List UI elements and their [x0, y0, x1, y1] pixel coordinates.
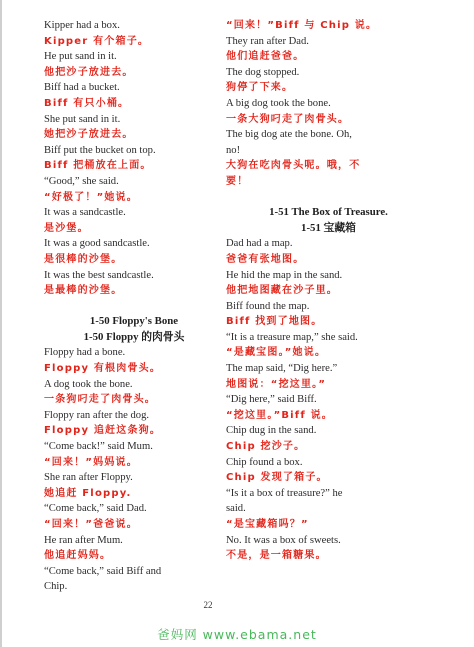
- english-line: It was a sandcastle.: [44, 207, 126, 219]
- english-line: Floppy had a bone.: [44, 347, 126, 359]
- english-line: Chip dug in the sand.: [226, 425, 317, 437]
- english-line: no!: [226, 144, 241, 156]
- chinese-line: 是最棒的沙堡。: [44, 285, 123, 297]
- english-line: “Come back,” said Biff and: [44, 565, 162, 577]
- english-line: “Come back,” said Dad.: [44, 503, 147, 515]
- english-line: No. It was a box of sweets.: [226, 534, 341, 546]
- chinese-line: 一条大狗叼走了肉骨头。: [226, 113, 350, 125]
- english-line: He hid the map in the sand.: [226, 269, 343, 281]
- english-line: “Is it a box of treasure?” he: [226, 487, 343, 499]
- chinese-line: 她追赶 Floppy.: [44, 487, 132, 499]
- english-line: “It is a treasure map,” she said.: [226, 331, 358, 343]
- chinese-line: Kipper 有个箱子。: [44, 35, 150, 47]
- english-line: Chip.: [44, 581, 68, 593]
- chinese-line: 要！: [226, 175, 249, 187]
- chinese-line: Biff 有只小桶。: [44, 97, 130, 109]
- chinese-line: 他们追赶爸爸。: [226, 51, 305, 63]
- chinese-line: “挖这里。”Biff 说。: [226, 409, 333, 421]
- chinese-line: Biff 找到了地图。: [226, 316, 323, 328]
- english-line: Kipper had a box.: [44, 20, 120, 31]
- english-line: He ran after Mum.: [44, 534, 123, 546]
- chinese-line: 地图说：“挖这里。”: [226, 378, 327, 390]
- chinese-line: “好极了！”她说。: [44, 191, 138, 203]
- chinese-line: Floppy 追赶这条狗。: [44, 425, 162, 437]
- english-line: Chip found a box.: [226, 456, 303, 468]
- chinese-line: 是很棒的沙堡。: [44, 253, 123, 265]
- english-line: A dog took the bone.: [44, 378, 133, 390]
- page-edge-shadow: [0, 0, 2, 647]
- english-line: She ran after Floppy.: [44, 472, 133, 484]
- chinese-line: “回来！”妈妈说。: [44, 456, 138, 468]
- right-column: [226, 18, 431, 564]
- chinese-line: Biff 把桶放在上面。: [44, 160, 152, 172]
- chinese-line: Chip 挖沙子。: [226, 441, 306, 453]
- english-line: “Good,” she said.: [44, 175, 119, 187]
- chinese-line: 是沙堡。: [44, 222, 89, 234]
- english-line: Biff had a bucket.: [44, 82, 120, 94]
- chinese-line: 一条狗叼走了肉骨头。: [44, 394, 156, 406]
- section-heading: 1-50 Floppy's Bone: [89, 315, 179, 328]
- english-line: She put sand in it.: [44, 113, 121, 125]
- chinese-line: 大狗在吃肉骨头呢。哦，不: [226, 160, 361, 172]
- english-line: It was the best sandcastle.: [44, 269, 154, 281]
- chinese-line: “回来！”Biff 与 Chip 说。: [226, 20, 378, 31]
- english-line: Biff found the map.: [226, 300, 310, 312]
- section-gap: [226, 190, 431, 206]
- chinese-line: “是藏宝图。”她说。: [226, 347, 327, 359]
- english-line: Dad had a map.: [226, 238, 293, 250]
- english-line: He put sand in it.: [44, 51, 117, 63]
- chinese-line: 他追赶妈妈。: [44, 550, 112, 562]
- chinese-line: Floppy 有根肉骨头。: [44, 363, 162, 375]
- chinese-line: 狗停了下来。: [226, 82, 294, 94]
- english-line: Floppy ran after the dog.: [44, 409, 150, 421]
- english-line: A big dog took the bone.: [226, 97, 331, 109]
- section-heading: 1-51 The Box of Treasure.: [269, 206, 388, 219]
- english-line: “Dig here,” said Biff.: [226, 394, 317, 406]
- english-line: “Come back!” said Mum.: [44, 441, 153, 453]
- chinese-line: Chip 发现了箱子。: [226, 472, 328, 484]
- english-line: It was a good sandcastle.: [44, 238, 150, 250]
- chinese-line: 爸爸有张地图。: [226, 253, 305, 265]
- section-gap: [44, 299, 224, 315]
- english-line: They ran after Dad.: [226, 35, 309, 47]
- english-line: The map said, “Dig here.”: [226, 363, 338, 375]
- left-column: [44, 18, 224, 595]
- chinese-line: 不是，是一箱糖果。: [226, 550, 327, 562]
- english-line: said.: [226, 503, 246, 515]
- chinese-line: “回来！”爸爸说。: [44, 519, 138, 530]
- english-line: The dog stopped.: [226, 66, 300, 78]
- footer-watermark: 爸妈网 www.ebama.net: [157, 627, 317, 642]
- chinese-line: 他把沙子放进去。: [44, 66, 134, 78]
- chinese-line: 他把地图藏在沙子里。: [226, 285, 338, 297]
- english-line: The big dog ate the bone. Oh,: [226, 129, 352, 141]
- section-heading: 1-51 宝藏箱: [301, 221, 356, 234]
- page-number: 22: [203, 600, 213, 610]
- chinese-line: “是宝藏箱吗？”: [226, 519, 309, 530]
- english-line: Biff put the bucket on top.: [44, 144, 156, 156]
- chinese-line: 她把沙子放进去。: [44, 129, 134, 141]
- section-heading: 1-50 Floppy 的肉骨头: [83, 330, 185, 343]
